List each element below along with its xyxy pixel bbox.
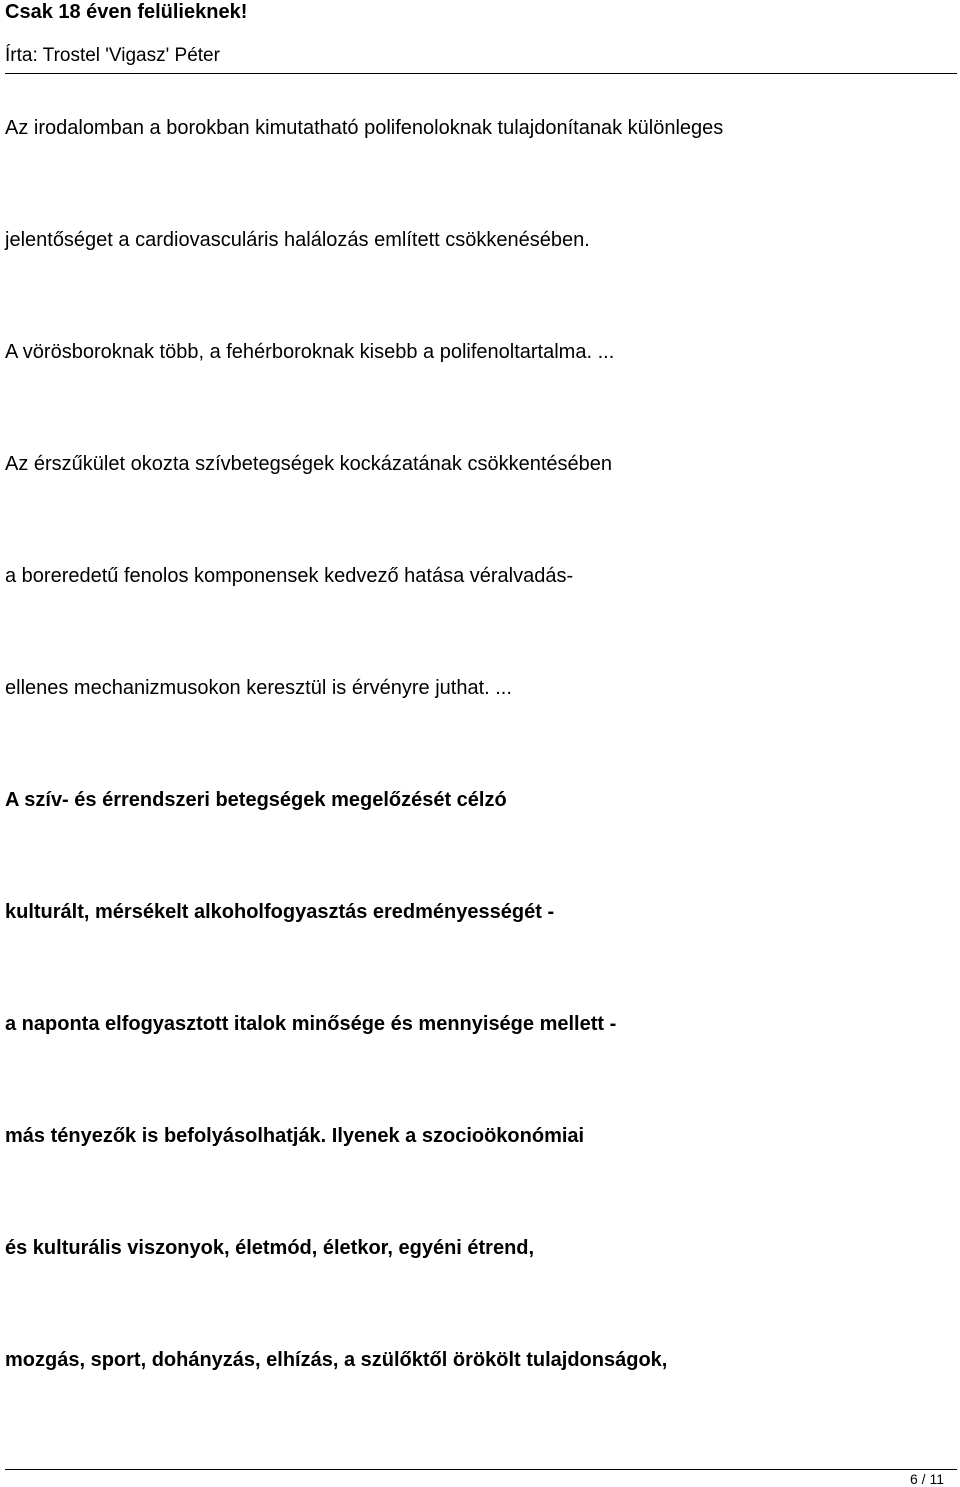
page-number: 6 / 11 [910, 1471, 944, 1487]
body-line-6: ellenes mechanizmusokon keresztül is érvényre juthat. ... [5, 677, 512, 699]
body-line-12: mozgás, sport, dohányzás, elhízás, a szülőktől örökölt tulajdonságok, [5, 1349, 668, 1371]
header-divider [5, 73, 957, 74]
body-line-10: más tényezők is befolyásolhatják. Ilyenek a szocioökonómiai [5, 1125, 585, 1147]
footer-divider [5, 1469, 957, 1470]
body-line-1: Az irodalomban a borokban kimutatható polifenoloknak tulajdonítanak különleges [5, 117, 724, 139]
document-author: Írta: Trostel 'Vigasz' Péter [5, 45, 220, 66]
body-line-2: jelentőséget a cardiovasculáris halálozás említett csökkenésében. [5, 229, 590, 251]
body-line-9: a naponta elfogyasztott italok minősége és mennyisége mellett - [5, 1013, 617, 1035]
document-title: Csak 18 éven felülieknek! [5, 1, 248, 23]
body-line-7: A szív- és érrendszeri betegségek megelőzését célzó [5, 789, 507, 811]
body-line-4: Az érszűkület okozta szívbetegségek kockázatának csökkentésében [5, 453, 613, 475]
body-line-11: és kulturális viszonyok, életmód, életkor, egyéni étrend, [5, 1237, 535, 1259]
body-line-3: A vörösboroknak több, a fehérboroknak kisebb a polifenoltartalma. ... [5, 341, 615, 363]
body-line-8: kulturált, mérsékelt alkoholfogyasztás eredményességét - [5, 901, 555, 923]
body-line-5: a boreredetű fenolos komponensek kedvező hatása véralvadás- [5, 565, 574, 587]
